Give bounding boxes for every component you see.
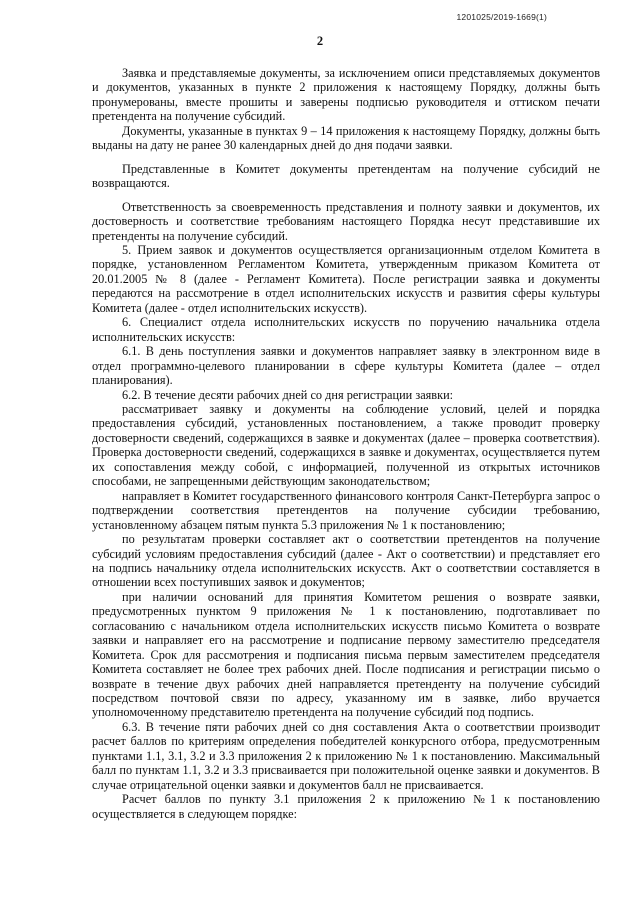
paragraph: Заявка и представляемые документы, за исключением описи представляемых документов и документов, указанных в пункте 2 приложения к настоящему Порядку, должны быть пронумерованы, вместе прошиты и заверены подписью руководителя и оттиском печати претендента на получение субсидий. — [92, 66, 600, 124]
paragraph: рассматривает заявку и документы на соблюдение условий, целей и порядка предоставления субсидий, установленных постановлением, а также проводит проверку достоверности сведений, содержащихся в заявке и документах (далее – проверка соответствия). Проверка достоверности сведений, содержащихся в заявке и документах, осуществляется путем их сопоставления между собой, с информацией, полученной из открытых источников способами, не запрещенными действующим законодательством; — [92, 401, 600, 489]
page-number: 2 — [316, 34, 324, 48]
paragraph: Представленные в Комитет документы претендентам на получение субсидий не возвращаются. — [92, 161, 600, 191]
paragraph: Ответственность за своевременность представления и полноту заявки и документов, их достоверность и соответствие требованиям настоящего Порядка несут представившие их претенденты на получение субсидий. — [92, 199, 600, 243]
paragraph: Расчет баллов по пункту 3.1 приложения 2 к приложению №1 к постановлению осуществляется в следующем порядке: — [92, 792, 600, 821]
paragraph: 5. Прием заявок и документов осуществляется организационным отделом Комитета в порядке, установленном Регламентом Комитета, утвержденным приказом Комитета от 20.01.2005 № 8 (далее - Регламент Комитета). После регистрации заявка и документы передаются на рассмотрение в отдел исполнительских искусств и развития сферы культуры Комитета (далее - отдел исполнительских искусств). — [92, 242, 600, 315]
paragraph: Документы, указанные в пунктах 9 – 14 приложения к настоящему Порядку, должны быть выданы на дату не ранее 30 календарных дней до дня подачи заявки. — [92, 123, 600, 153]
paragraph: 6.1. В день поступления заявки и документов направляет заявку в электронном виде в отдел программно-целевого планировании в сфере культуры Комитета (далее – отдел планирования). — [92, 344, 600, 388]
document-body — [92, 66, 600, 821]
paragraph: направляет в Комитет государственного финансового контроля Санкт-Петербурга запрос о подтверждении соответствия претендентов на получение субсидии требованию, установленному абзацем пятым пункта 5.3 приложения № 1 к постановлению; — [92, 488, 600, 532]
paragraph: при наличии оснований для принятия Комитетом решения о возврате заявки, предусмотренных пунктом 9 приложения № 1 к постановлению, подготавливает по согласованию с начальником отдела исполнительских искусств письмо Комитета о возврате заявки и направляет его на рассмотрение и подписание первому заместителю председателя Комитета. Срок для рассмотрения и подписания письма первым заместителем председателя Комитета составляет не более трех рабочих дней. После подписания и регистрации письмо о возврате в течение двух рабочих дней направляется претенденту на получение субсидий посредством почтовой связи по адресу, указанному им в заявке, либо вручается уполномоченному представителю претендента на получение субсидий под подпись. — [92, 589, 600, 720]
document-id: 1201025/2019-1669(1) — [456, 12, 547, 22]
paragraph: по результатам проверки составляет акт о соответствии претендентов на получение субсидий условиям предоставления субсидий (далее - Акт о соответствии) и представляет его на подпись начальнику отдела исполнительских искусств. Акт о соответствии составляется в отношении всех поступивших заявок и документов; — [92, 532, 600, 590]
paragraph: 6. Специалист отдела исполнительских искусств по поручению начальника отдела исполнительских искусств: — [92, 315, 600, 344]
paragraph: 6.3. В течение пяти рабочих дней со дня составления Акта о соответствии производит расчет баллов по критериям определения победителей конкурсного отбора, предусмотренным пунктами 1.1, 3.1, 3.2 и 3.3 приложения 2 к приложению № 1 к постановлению. Максимальный балл по пунктам 1.1, 3.2 и 3.3 присваивается при положительной оценке заявки и документов. В случае отрицательной оценки заявки и документов балл не присваивается. — [92, 719, 600, 792]
paragraph: 6.2. В течение десяти рабочих дней со дня регистрации заявки: — [122, 387, 454, 402]
